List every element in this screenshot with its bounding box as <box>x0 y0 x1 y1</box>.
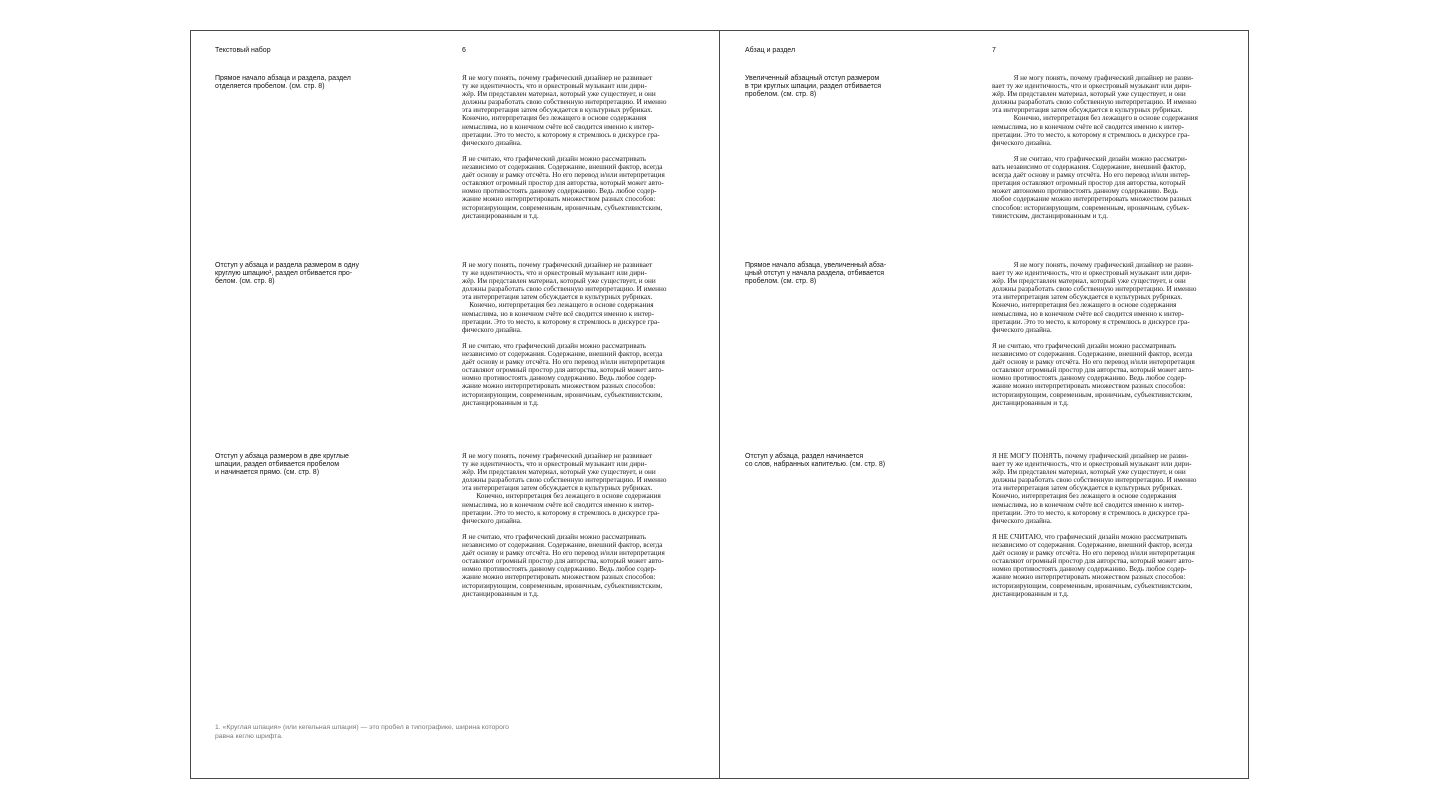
text-line: вает ту же идентичность, что и оркестровый музыкант или дири- <box>992 82 1192 91</box>
text-line: тивистским, дистанцированным и т.д. <box>992 211 1109 220</box>
text-line: должны разработать свою собственную интерпретацию. И именно <box>992 98 1197 107</box>
right-page-number: 7 <box>992 47 996 54</box>
text-line: номно противостоять данному содержанию. Ведь любое содер- <box>462 187 657 196</box>
text-line: ту же идентичность, что и оркестровый музыкант или дири- <box>462 460 647 469</box>
text-line: Отступ у абзаца и раздела размером в одну <box>215 262 360 269</box>
text-line: должны разработать свою собственную интерпретацию. И именно <box>462 285 667 294</box>
text-line: должны разработать свою собственную интерпретацию. И именно <box>992 476 1197 485</box>
text-line: жёр. Им представлен материал, который уже существует, и они <box>462 277 656 286</box>
text-line: Конечно, интерпретация без лежащего в основе содержания <box>992 492 1177 501</box>
text-line: Я не считаю, что графический дизайн можно рассматривать <box>462 341 647 350</box>
text-line: должны разработать свою собственную интерпретацию. И именно <box>992 285 1197 294</box>
text-line: эта интерпретация затем обсуждается в культурных рубриках. <box>992 106 1183 115</box>
text-line: фического дизайна. <box>462 516 522 525</box>
right-example-1-note <box>745 75 895 99</box>
left-section-title: Текстовый набор <box>215 47 271 54</box>
text-line: независимо от содержания. Содержание, внешний фактор, всегда <box>462 163 663 172</box>
left-example-1-text <box>462 74 702 220</box>
text-line: фического дизайна. <box>992 138 1052 147</box>
text-line: немыслима, но в конечном счёте всё сводится именно к интер- <box>992 122 1185 131</box>
right-example-2-text <box>992 261 1232 407</box>
text-line: Я не могу понять, почему графический дизайнер не развивает <box>462 261 653 269</box>
text-line: оставляют огромный простор для авторства, который может авто- <box>992 366 1194 375</box>
page-gutter <box>719 30 720 779</box>
text-line: Я не могу понять, почему графический дизайнер не разви- <box>992 74 1194 82</box>
right-example-3-note <box>745 453 895 469</box>
text-line: претации. Это то место, к которому я стремлюсь в дискурсе гра- <box>992 130 1190 139</box>
text-line: независимо от содержания. Содержание, внешний фактор, всегда <box>462 350 663 359</box>
paragraph-gap <box>992 147 1232 155</box>
text-line: историзирующим, современным, ироничным, субъективистским, <box>462 390 663 399</box>
text-line: даёт основу и рамку отсчёта. Но его перевод и/или интерпретация <box>462 171 665 180</box>
text-line: любое содержание можно интерпретировать множеством разных <box>992 195 1192 204</box>
text-line: должны разработать свою собственную интерпретацию. И именно <box>462 476 667 485</box>
text-line: историзирующим, современным, ироничным, субъективистским, <box>992 390 1193 399</box>
text-line: Я не могу понять, почему графический дизайнер не развивает <box>462 74 653 82</box>
text-line: жание можно интерпретировать множеством разных способов: <box>992 382 1186 391</box>
text-line: немыслима, но в конечном счёте всё сводится именно к интер- <box>462 122 655 131</box>
text-line: претации. Это то место, к которому я стремлюсь в дискурсе гра- <box>462 508 660 517</box>
text-line: претации. Это то место, к которому я стремлюсь в дискурсе гра- <box>992 508 1190 517</box>
right-example-2-note <box>745 262 895 286</box>
text-line: всегда даёт основу и рамку отсчёта. Но его перевод и/или интер- <box>992 171 1191 180</box>
left-example-3-text <box>462 452 702 598</box>
text-line: Увеличенный абзацный отступ размером <box>745 75 880 82</box>
text-line: претации. Это то место, к которому я стремлюсь в дискурсе гра- <box>462 130 660 139</box>
text-line: даёт основу и рамку отсчёта. Но его перевод и/или интерпретация <box>992 549 1195 558</box>
text-line: эта интерпретация затем обсуждается в культурных рубриках. <box>992 293 1183 302</box>
text-line: немыслима, но в конечном счёте всё сводится именно к интер- <box>992 500 1185 509</box>
text-line: оставляют огромный простор для авторства, который может авто- <box>992 557 1194 566</box>
text-line: дистанцированным и т.д. <box>992 398 1069 407</box>
text-line: способов: историзирующим, современным, ироничным, субъек- <box>992 203 1190 212</box>
paragraph-gap <box>462 525 702 533</box>
text-line: пробелом. (см. стр. 8) <box>745 91 817 98</box>
text-line: фического дизайна. <box>992 516 1052 525</box>
text-line: белом. (см. стр. 8) <box>215 278 275 285</box>
text-line: претация оставляют огромный простор для авторства, который <box>992 179 1186 188</box>
text-line: со слов, набранных капителью. (см. стр. 8) <box>745 461 886 468</box>
right-section-title: Абзац и раздел <box>745 47 796 54</box>
text-line: жёр. Им представлен материал, который уже существует, и они <box>992 90 1186 99</box>
text-line: оставляют огромный простор для авторства, который может авто- <box>462 179 664 188</box>
text-line: дистанцированным и т.д. <box>992 589 1069 598</box>
text-line: Я не могу понять, почему графический дизайнер не разви- <box>992 261 1194 269</box>
text-line: жание можно интерпретировать множеством разных способов: <box>462 195 656 204</box>
text-line: фического дизайна. <box>992 325 1052 334</box>
left-page-number: 6 <box>462 47 466 54</box>
text-line: жёр. Им представлен материал, который уже существует, и они <box>992 277 1186 286</box>
left-example-2-note <box>215 262 365 286</box>
text-line: Конечно, интерпретация без лежащего в основе содержания <box>462 492 661 501</box>
text-line: ту же идентичность, что и оркестровый музыкант или дири- <box>462 82 647 91</box>
text-line: Отступ у абзаца, раздел начинается <box>745 453 864 460</box>
text-line: цный отступ у начала раздела, отбивается <box>745 270 885 277</box>
text-line: жание можно интерпретировать множеством разных способов: <box>992 573 1186 582</box>
text-line: круглую шпацию¹, раздел отбивается про- <box>215 270 353 277</box>
text-line: даёт основу и рамку отсчёта. Но его перевод и/или интерпретация <box>462 549 665 558</box>
text-line: историзирующим, современным, ироничным, субъективистским, <box>462 203 663 212</box>
text-line: должны разработать свою собственную интерпретацию. И именно <box>462 98 667 107</box>
text-line: даёт основу и рамку отсчёта. Но его перевод и/или интерпретация <box>462 358 665 367</box>
text-line: Я не считаю, что графический дизайн можно рассматри- <box>992 154 1188 163</box>
text-line: 1. «Круглая шпация» (или кегельная шпация) — это пробел в типографике, ширина которого <box>215 724 509 731</box>
text-line: эта интерпретация затем обсуждается в культурных рубриках. <box>462 484 653 493</box>
text-line: Конечно, интерпретация без лежащего в основе содержания <box>992 301 1177 310</box>
text-line: вает ту же идентичность, что и оркестровый музыкант или дири- <box>992 269 1192 278</box>
text-line: и начинается прямо. (см. стр. 8) <box>215 469 320 476</box>
text-line: равна кеглю шрифта. <box>215 732 283 740</box>
text-line: эта интерпретация затем обсуждается в культурных рубриках. <box>462 106 653 115</box>
paragraph-gap <box>462 334 702 342</box>
text-line: независимо от содержания. Содержание, внешний фактор, всегда <box>992 541 1193 550</box>
text-line: Я не считаю, что графический дизайн можно рассматривать <box>992 341 1177 350</box>
right-example-3-text <box>992 452 1232 598</box>
text-line: номно противостоять данному содержанию. Ведь любое содер- <box>462 565 657 574</box>
text-line: эта интерпретация затем обсуждается в культурных рубриках. <box>992 484 1183 493</box>
text-line: немыслима, но в конечном счёте всё сводится именно к интер- <box>462 500 655 509</box>
text-line: дистанцированным и т.д. <box>462 211 539 220</box>
text-line: историзирующим, современным, ироничным, субъективистским, <box>992 581 1193 590</box>
text-line: независимо от содержания. Содержание, внешний фактор, всегда <box>462 541 663 550</box>
text-line: шпации, раздел отбивается пробелом <box>215 461 340 468</box>
paragraph-gap <box>462 147 702 155</box>
text-line: Я НЕ СЧИТАЮ, что графический дизайн можно рассматривать <box>992 532 1188 541</box>
text-line: Конечно, интерпретация без лежащего в основе содержания <box>462 301 654 310</box>
text-line: может автономно противостоять данному содержанию. Ведь <box>992 187 1178 196</box>
left-example-3-note <box>215 453 365 477</box>
text-line: Конечно, интерпретация без лежащего в основе содержания <box>992 114 1198 123</box>
text-line: жание можно интерпретировать множеством разных способов: <box>462 382 656 391</box>
text-line: номно противостоять данному содержанию. Ведь любое содер- <box>992 374 1187 383</box>
text-line: Прямое начало абзаца, увеличенный абза- <box>745 262 887 269</box>
text-line: Я не могу понять, почему графический дизайнер не развивает <box>462 452 653 460</box>
text-line: фического дизайна. <box>462 325 522 334</box>
footnote <box>215 724 555 741</box>
text-line: даёт основу и рамку отсчёта. Но его перевод и/или интерпретация <box>992 358 1195 367</box>
text-line: Я не считаю, что графический дизайн можно рассматривать <box>462 532 647 541</box>
text-line: дистанцированным и т.д. <box>462 398 539 407</box>
text-line: фического дизайна. <box>462 138 522 147</box>
text-line: претации. Это то место, к которому я стремлюсь в дискурсе гра- <box>462 317 660 326</box>
text-line: ту же идентичность, что и оркестровый музыкант или дири- <box>462 269 647 278</box>
left-example-1-note <box>215 75 365 91</box>
paragraph-gap <box>992 334 1232 342</box>
text-line: Конечно, интерпретация без лежащего в основе содержания <box>462 114 647 123</box>
text-line: претации. Это то место, к которому я стремлюсь в дискурсе гра- <box>992 317 1190 326</box>
text-line: Я не считаю, что графический дизайн можно рассматривать <box>462 154 647 163</box>
text-line: пробелом. (см. стр. 8) <box>745 278 817 285</box>
paragraph-gap <box>992 525 1232 533</box>
text-line: жёр. Им представлен материал, который уже существует, и они <box>462 468 656 477</box>
text-line: вает ту же идентичность, что и оркестровый музыкант или дири- <box>992 460 1192 469</box>
text-line: оставляют огромный простор для авторства, который может авто- <box>462 557 664 566</box>
text-line: отделяется пробелом. (см. стр. 8) <box>215 83 325 90</box>
right-example-1-text <box>992 74 1232 220</box>
text-line: Прямое начало абзаца и раздела, раздел <box>215 75 351 82</box>
text-line: немыслима, но в конечном счёте всё сводится именно к интер- <box>992 309 1185 318</box>
text-line: жёр. Им представлен материал, который уже существует, и они <box>462 90 656 99</box>
text-line: жёр. Им представлен материал, который уже существует, и они <box>992 468 1186 477</box>
text-line: эта интерпретация затем обсуждается в культурных рубриках. <box>462 293 653 302</box>
text-line: Отступ у абзаца размером в две круглые <box>215 453 349 460</box>
text-line: независимо от содержания. Содержание, внешний фактор, всегда <box>992 350 1193 359</box>
text-line: номно противостоять данному содержанию. Ведь любое содер- <box>992 565 1187 574</box>
text-line: немыслима, но в конечном счёте всё сводится именно к интер- <box>462 309 655 318</box>
text-line: вать независимо от содержания. Содержание, внешний фактор, <box>992 163 1186 172</box>
left-example-2-text <box>462 261 702 407</box>
text-line: жание можно интерпретировать множеством разных способов: <box>462 573 656 582</box>
text-line: историзирующим, современным, ироничным, субъективистским, <box>462 581 663 590</box>
text-line: в три круглых шпации, раздел отбивается <box>745 83 881 90</box>
text-line: дистанцированным и т.д. <box>462 589 539 598</box>
text-line: номно противостоять данному содержанию. Ведь любое содер- <box>462 374 657 383</box>
text-line: Я НЕ МОГУ ПОНЯТЬ, почему графический дизайнер не разви- <box>992 452 1189 460</box>
text-line: оставляют огромный простор для авторства, который может авто- <box>462 366 664 375</box>
